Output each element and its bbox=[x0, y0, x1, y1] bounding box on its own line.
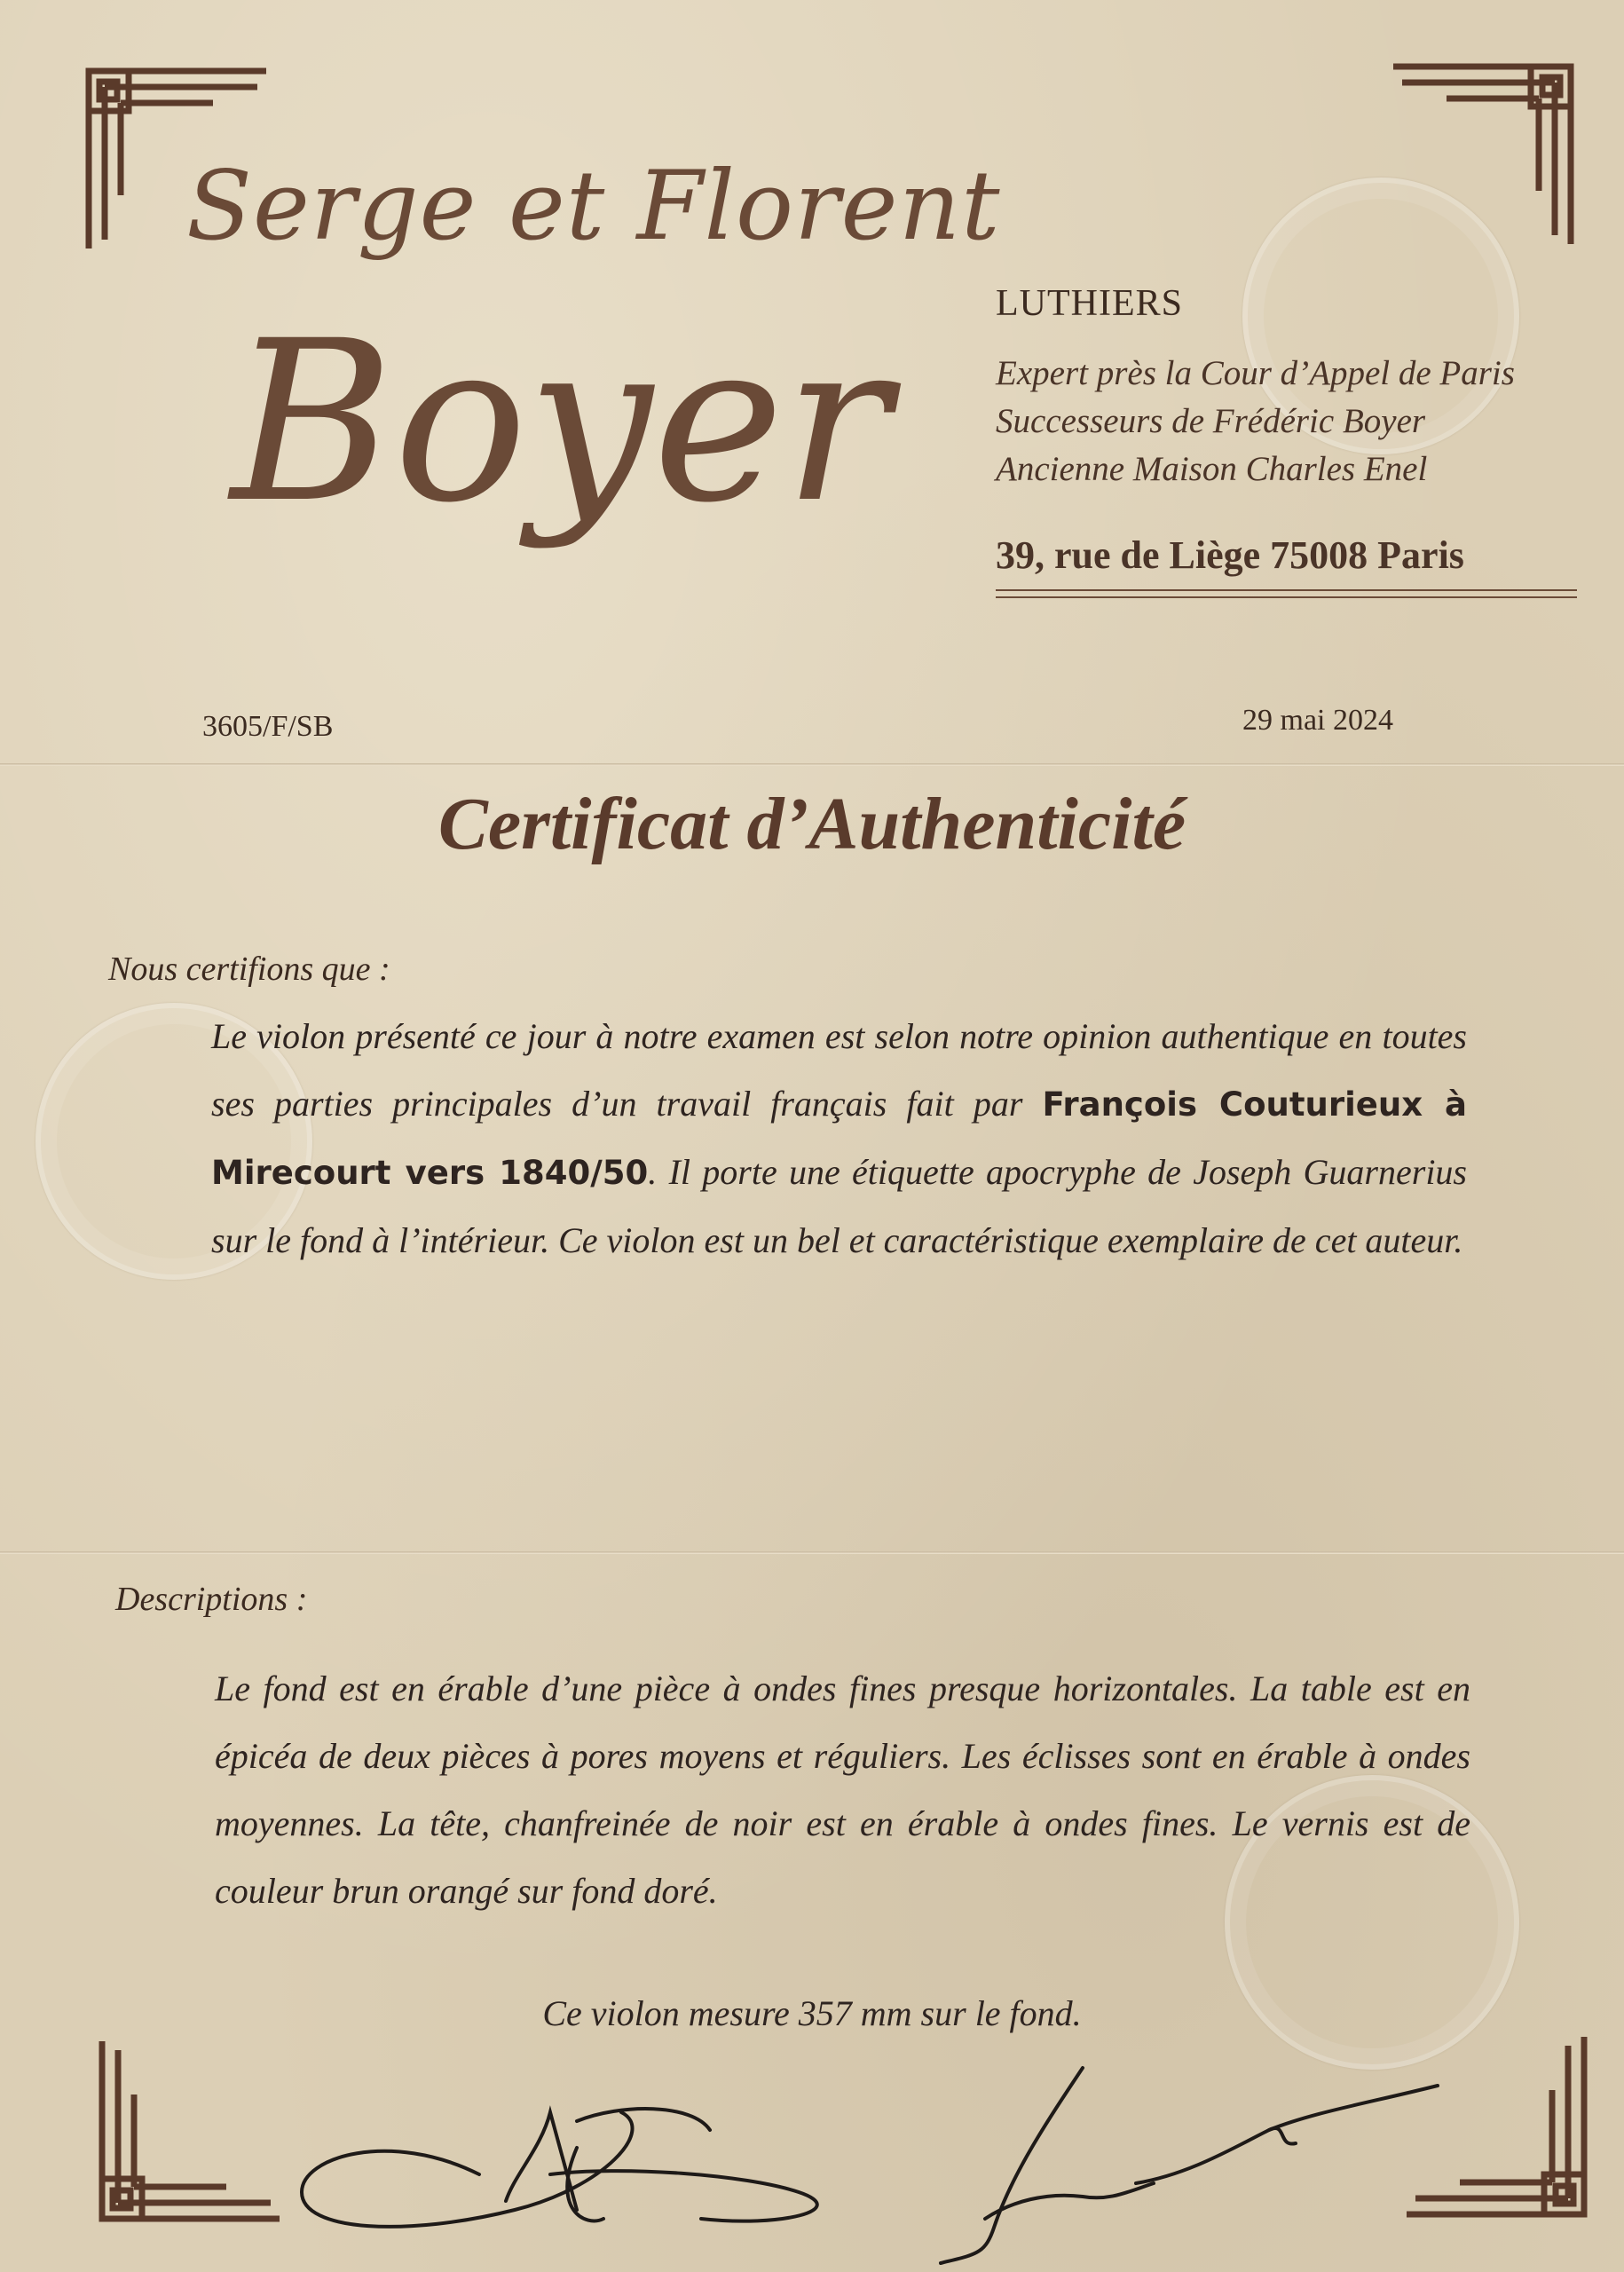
descriptions-label: Descriptions : bbox=[115, 1581, 308, 1618]
certification-label: Nous certifions que : bbox=[108, 951, 390, 988]
profession-heading: LUTHIERS bbox=[996, 283, 1183, 324]
maker-attribution: François Couturieux à Mirecourt vers 1840/50 bbox=[211, 1085, 1467, 1192]
address: 39, rue de Liège 75008 Paris bbox=[996, 533, 1464, 577]
certificate-date: 29 mai 2024 bbox=[1242, 704, 1393, 737]
brand-name-first: Serge et Florent bbox=[186, 151, 1001, 262]
fold-line-top bbox=[0, 763, 1624, 766]
certification-text-after: . Il porte une étiquette apocryphe de Joseph Guarnerius sur le fond à l’intérieur. Ce violon est un bel et caractéristique exemplaire de cet auteur. bbox=[211, 1152, 1468, 1260]
subtitle-successors: Successeurs de Frédéric Boyer bbox=[996, 402, 1426, 440]
measurement-line: Ce violon mesure 357 mm sur le fond. bbox=[542, 1993, 1082, 2033]
fold-line-bottom bbox=[0, 1551, 1624, 1554]
certificate-title: Certificat d’Authenticité bbox=[438, 783, 1186, 865]
certification-text-before: Le violon présenté ce jour à notre examen est selon notre opinion authentique en toutes ses parties principales d’un travail français fait par bbox=[211, 1016, 1467, 1124]
address-rule-2 bbox=[996, 596, 1577, 598]
corner-ornament-bottom-left bbox=[93, 2032, 288, 2228]
subtitle-expert: Expert près la Cour d’Appel de Paris bbox=[996, 354, 1515, 392]
address-rule-1 bbox=[996, 589, 1577, 591]
signature-right bbox=[816, 2041, 1509, 2272]
subtitle-former-house: Ancienne Maison Charles Enel bbox=[996, 450, 1428, 488]
brand-name-surname: Boyer bbox=[231, 293, 890, 551]
certification-paragraph bbox=[211, 1003, 1467, 1274]
descriptions-paragraph: Le fond est en érable d’une pièce à ondes fines presque horizontales. La table est en épicéa de deux pièces à pores moyens et réguliers. Les éclisses sont en érable à ondes moyennes. La tête, chanfreinée de noir est en érable à ondes fines. Le vernis est de couleur brun orangé sur fond doré. bbox=[215, 1668, 1470, 1911]
reference-number: 3605/F/SB bbox=[202, 710, 334, 743]
